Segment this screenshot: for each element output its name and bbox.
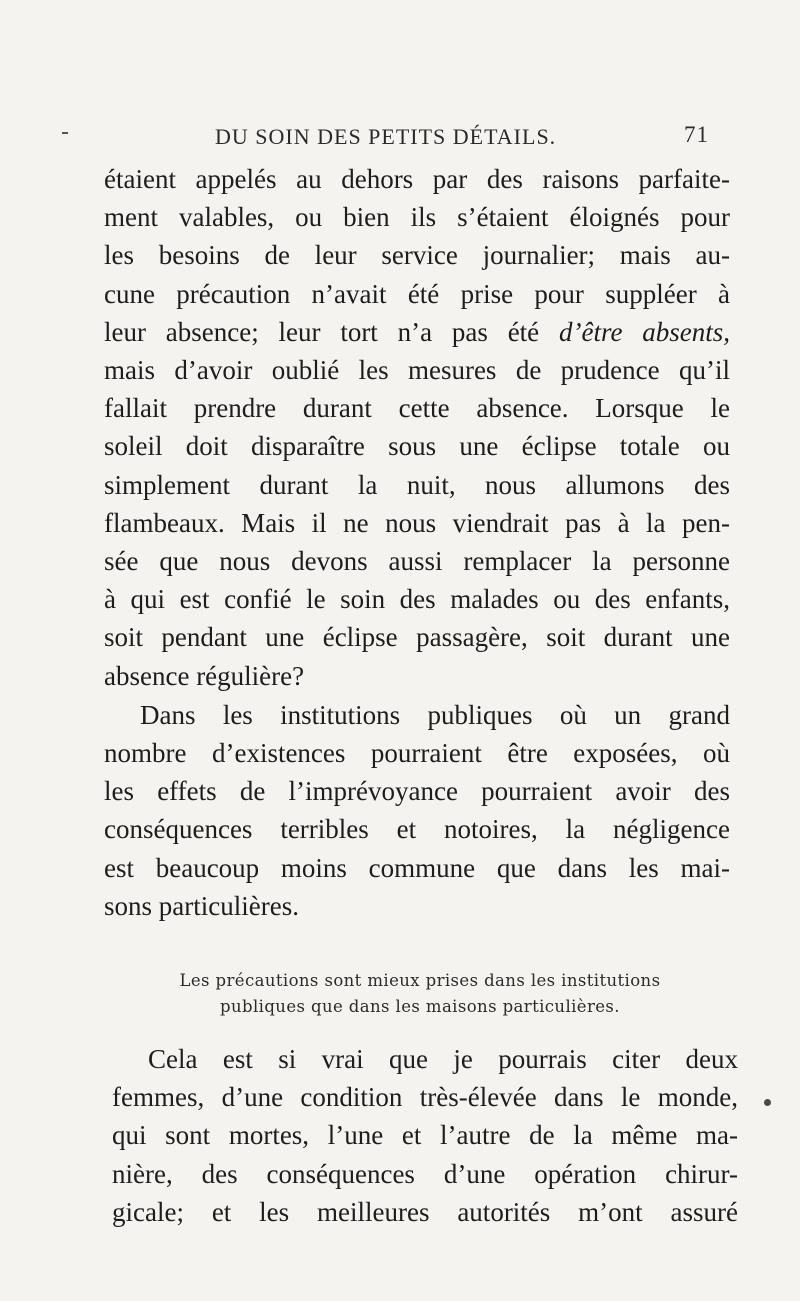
text-line: soit pendant une éclipse passagère, soit durant une — [104, 622, 730, 653]
text-line: fallait prendre durant cette absence. Lorsque le — [104, 393, 730, 424]
text-line: simplement durant la nuit, nous allumons des — [104, 469, 730, 500]
text-line — [104, 313, 730, 351]
text-line: à qui est confié le soin des malades ou des enfants, — [104, 584, 730, 615]
text-line: soleil doit disparaître sous une éclipse totale ou — [104, 431, 730, 462]
page-number: 71 — [684, 122, 709, 147]
text-line: les besoins de leur service journalier; mais au- — [104, 240, 730, 271]
text-line: cune précaution n’avait été prise pour suppléer à — [104, 278, 730, 309]
text-line: gicale; et les meilleures autorités m’ont assuré — [112, 1196, 738, 1227]
running-head: DU SOIN DES PETITS DÉTAILS. — [215, 124, 557, 149]
text-line: sons particulières. — [104, 890, 299, 921]
text-line: nière, des conséquences d’une opération chirur- — [112, 1158, 738, 1189]
text-line: femmes, d’une condition très-élevée dans le monde, — [112, 1082, 738, 1113]
text-line: est beaucoup moins commune que dans les mai- — [104, 852, 730, 883]
text-line: qui sont mortes, l’une et l’autre de la même ma- — [112, 1120, 738, 1151]
text-line: flambeaux. Mais il ne nous viendrait pas à la pen- — [104, 507, 730, 538]
text-line: absence régulière? — [104, 660, 305, 691]
summary-line: publiques que dans les maisons particulières. — [220, 997, 620, 1016]
text-line: les effets de l’imprévoyance pourraient avoir des — [104, 776, 730, 807]
text-line: nombre d’existences pourraient être exposées, où — [104, 738, 730, 769]
main-text-block — [104, 160, 730, 925]
text-line: sée que nous devons aussi remplacer la personne — [104, 546, 730, 577]
text-line: ment valables, ou bien ils s’étaient éloignés pour — [104, 202, 730, 233]
page-header — [0, 120, 800, 154]
text-line: mais d’avoir oublié les mesures de prudence qu’il — [104, 355, 730, 386]
ink-spot — [764, 1099, 771, 1106]
text-line: Dans les institutions publiques où un grand — [140, 699, 730, 730]
continued-text-block — [112, 1040, 738, 1231]
marginal-summary — [100, 968, 740, 1020]
text-fragment: leur absence; leur tort n’a pas été — [104, 316, 559, 347]
italic-phrase: d’être absents, — [558, 316, 731, 347]
text-line: étaient appelés au dehors par des raisons parfaite- — [104, 164, 730, 194]
text-line: conséquences terribles et notoires, la négligence — [104, 814, 730, 845]
summary-line: Les précautions sont mieux prises dans les institutions — [179, 971, 661, 990]
text-line: Cela est si vrai que je pourrais citer deux — [148, 1044, 738, 1074]
